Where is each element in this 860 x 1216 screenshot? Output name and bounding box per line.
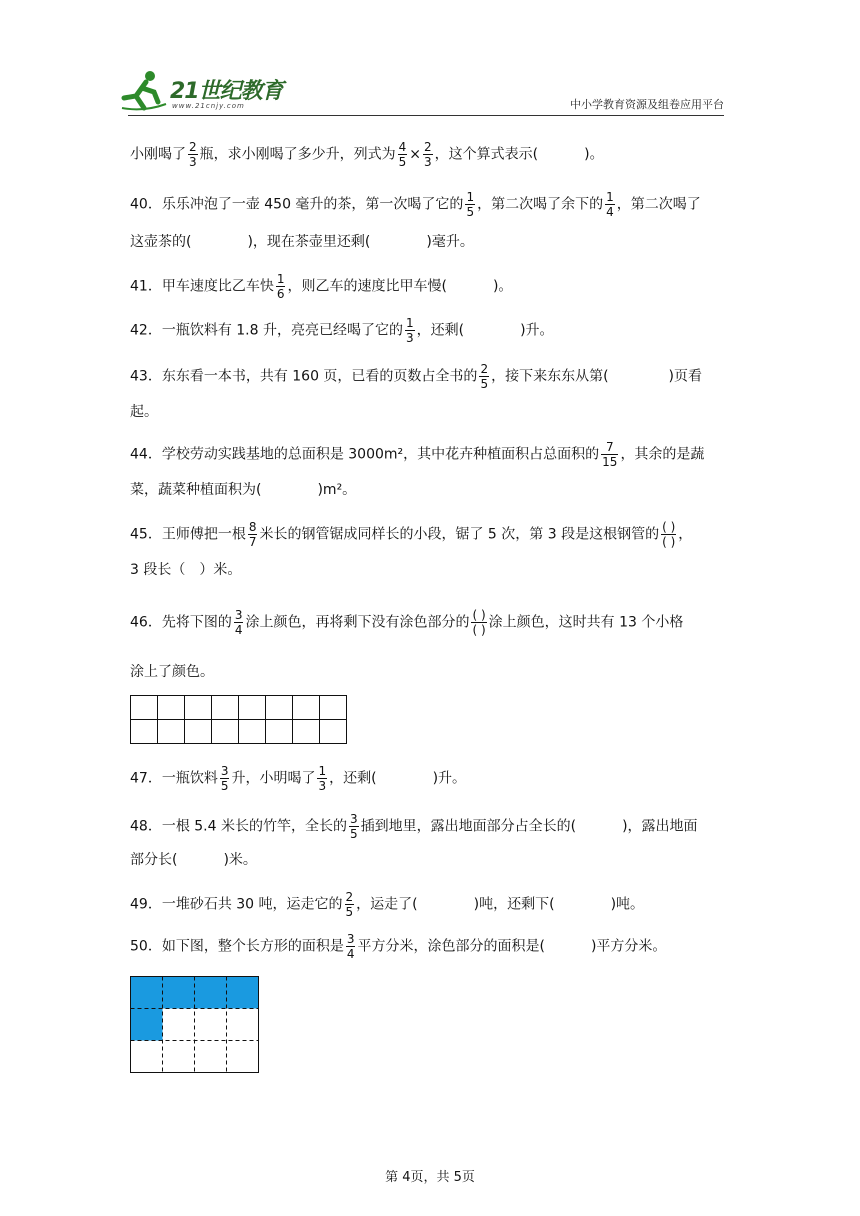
grid-cell [131,720,158,744]
grid-cell [158,696,185,720]
fraction: $\frac{1}{6}$ [276,272,285,301]
page-number: 第 4页，共 5页 [385,1170,475,1185]
grid-cell [266,696,293,720]
question-48: 48．一根 5.4 米长的竹竿，全长的 $\frac{3}{5}$ 插到地里，露出地面部分占全长的( )，露出地面 [130,812,698,841]
question-41: 41．甲车速度比乙车快 $\frac{1}{6}$ ，则乙车的速度比甲车慢( )。 [130,272,513,301]
fraction: $\frac{3}{5}$ [220,764,229,793]
question-45-line2: 3 段长（ ）米。 [130,562,242,578]
unshaded-cell [195,1009,227,1041]
question-46: 46．先将下图的 $\frac{3}{4}$ 涂上颜色，再将剩下没有涂色部分的 $\frac{( )}{( )}$ 涂上颜色，这时共有 13 个小格 [130,608,684,637]
fraction: $\frac{8}{7}$ [248,520,257,549]
fraction: $\frac{2}{3}$ [424,140,432,169]
grid-cell [185,696,212,720]
fraction: $\frac{7}{15}$ [602,440,618,469]
unshaded-cell [163,1041,195,1073]
logo [120,68,295,116]
grid-cell [131,696,158,720]
shaded-cell [131,977,163,1009]
shaded-cell [131,1009,163,1041]
header-platform-text: 中小学教育资源及组卷应用平台 [570,98,724,111]
question-39-continued: 小刚喝了 $\frac{2}{3}$ 瓶，求小刚喝了多少升，列式为 $\frac{4}{5}$ × $\frac{2}{3}$ ，这个算式表示( )。 [130,140,604,169]
question-40: 40．乐乐冲泡了一壶 450 毫升的茶，第一次喝了它的 $\frac{1}{5}$ ，第二次喝了余下的 $\frac{1}{4}$ ，第二次喝了 [130,190,701,219]
question-44-line2: 菜，蔬菜种植面积为( )m²。 [130,482,357,498]
grid-cell [266,720,293,744]
unshaded-cell [195,1041,227,1073]
logo-text: 21世纪教育 [170,79,283,104]
fraction: $\frac{2}{5}$ [480,362,489,391]
fraction: $\frac{2}{3}$ [189,140,197,169]
runner-logo-icon [120,68,168,114]
shaded-cell [195,977,227,1009]
placeholder-fraction[interactable]: $\frac{( )}{( )}$ [472,608,486,637]
fraction: $\frac{3}{4}$ [234,608,243,637]
grid-cell [239,696,266,720]
question-50: 50．如下图，整个长方形的面积是 $\frac{3}{4}$ 平方分米，涂色部分的面积是( )平方分米。 [130,932,667,961]
question-45: 45．王师傅把一根 $\frac{8}{7}$ 米长的钢管锯成同样长的小段，锯了 5 次，第 3 段是这根钢管的 $\frac{( )}{( )}$ ， [130,520,693,549]
grid-cell [239,720,266,744]
grid-cell [320,720,347,744]
unshaded-cell [227,1041,259,1073]
shaded-cell [163,977,195,1009]
unshaded-cell [163,1009,195,1041]
grid-cell [293,696,320,720]
question-47: 47．一瓶饮料 $\frac{3}{5}$ 升，小明喝了 $\frac{1}{3}$ ，还剩( )升。 [130,764,467,793]
question-48-line2: 部分长( )米。 [130,852,257,868]
grid-2x8 [130,695,347,744]
grid-cell [320,696,347,720]
question-46-line2: 涂上了颜色。 [130,664,214,680]
fraction: $\frac{4}{5}$ [398,140,407,169]
fraction: $\frac{3}{4}$ [346,932,355,961]
fraction: $\frac{1}{5}$ [466,190,475,219]
question-43: 43．东东看一本书，共有 160 页，已看的页数占全书的 $\frac{2}{5}$ ，接下来东东从第( )页看 [130,362,703,391]
header-divider [128,115,724,116]
fraction: $\frac{3}{5}$ [349,812,358,841]
grid-cell [158,720,185,744]
question-43-line2: 起。 [130,404,158,420]
grid-cell [212,696,239,720]
shaded-rectangle-grid [130,976,260,1074]
grid-cell [212,720,239,744]
logo-url: www.21cnjy.com [172,102,245,110]
fraction: $\frac{1}{3}$ [318,764,327,793]
grid-cell [293,720,320,744]
question-44: 44．学校劳动实践基地的总面积是 3000m²，其中花卉种植面积占总面积的 $\frac{7}{15}$ ，其余的是蔬 [130,440,705,469]
fraction: $\frac{1}{4}$ [606,190,614,219]
question-49: 49．一堆砂石共 30 吨，运走它的 $\frac{2}{5}$ ，运走了( )吨，还剩下( )吨。 [130,890,645,919]
placeholder-fraction[interactable]: $\frac{( )}{( )}$ [662,520,676,549]
unshaded-cell [131,1041,163,1073]
fraction: $\frac{1}{3}$ [405,316,414,345]
shaded-cell [227,977,259,1009]
question-40-line2: 这壶茶的( )，现在茶壶里还剩( )毫升。 [130,234,474,250]
fraction: $\frac{2}{5}$ [345,890,354,919]
unshaded-cell [227,1009,259,1041]
question-42: 42．一瓶饮料有 1.8 升，亮亮已经喝了它的 $\frac{1}{3}$ ，还剩( )升。 [130,316,554,345]
grid-cell [185,720,212,744]
